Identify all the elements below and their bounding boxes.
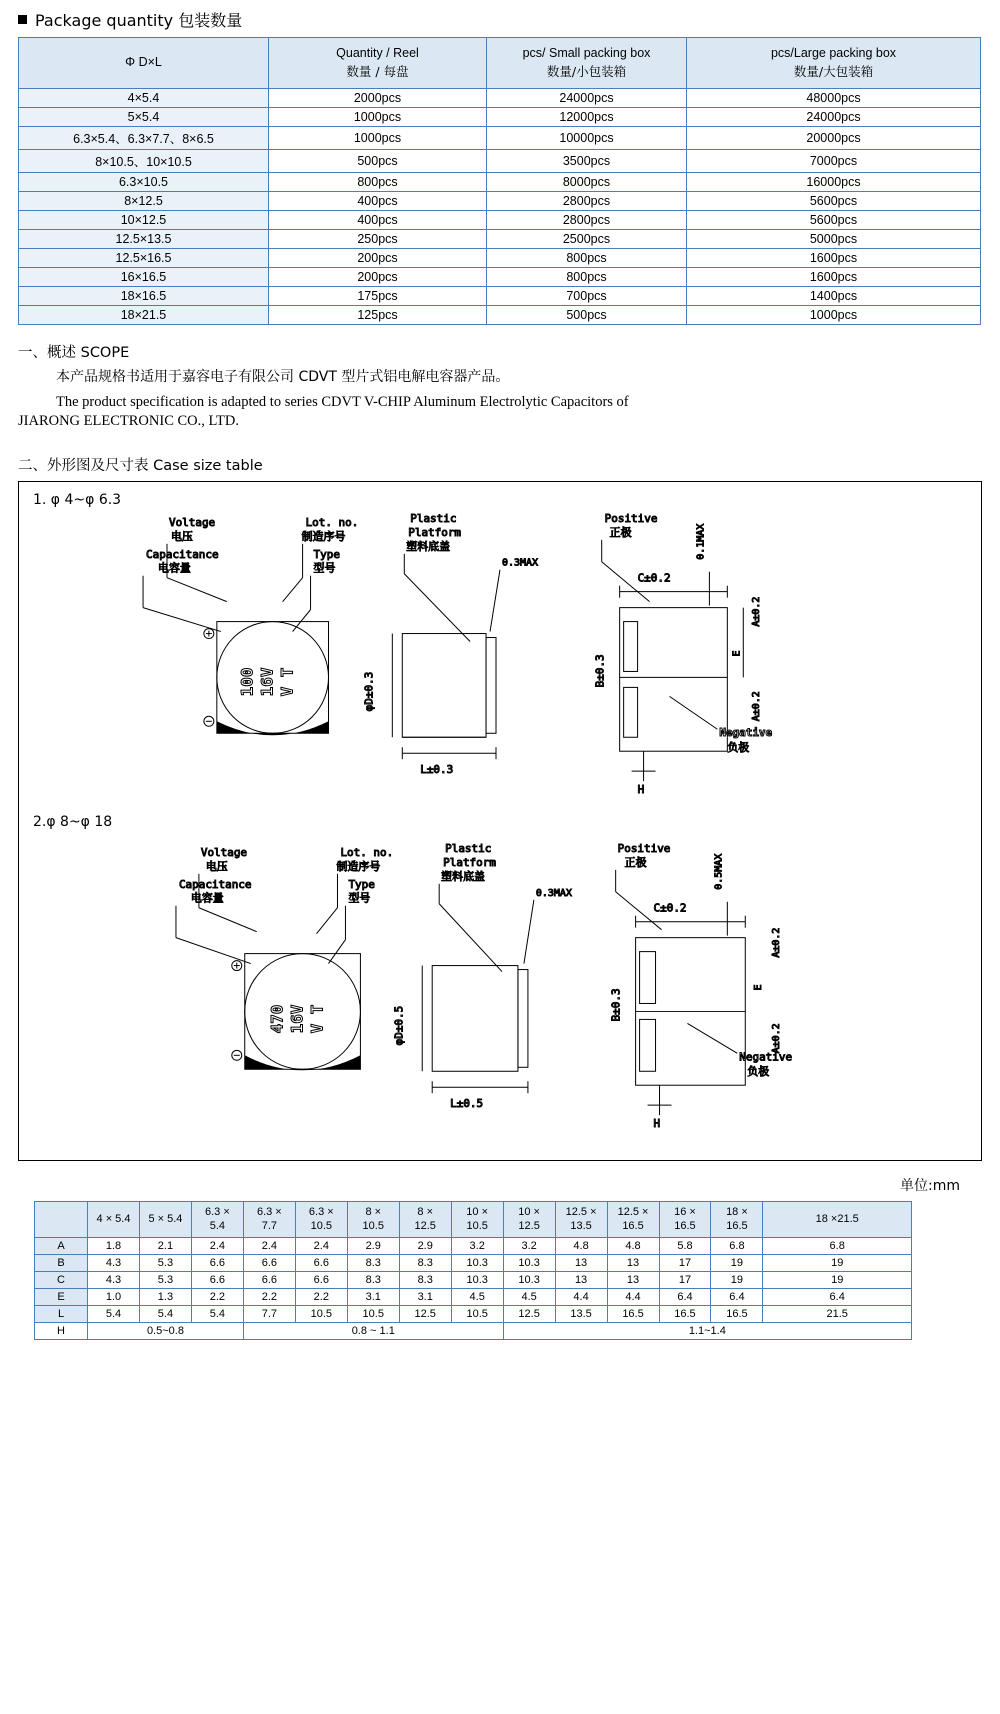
table-cell: 5.4	[88, 1306, 140, 1323]
size-h-group: 0.8 ~ 1.1	[243, 1323, 503, 1340]
table-cell: 2800pcs	[487, 191, 687, 210]
table-cell: 16.5	[607, 1306, 659, 1323]
size-col-header: 8 × 10.5	[347, 1201, 399, 1238]
svg-text:Lot. no.: Lot. no.	[340, 845, 394, 859]
svg-text:Negative: Negative	[739, 1049, 793, 1063]
scope-english-line1: The product specification is adapted to series CDVT V-CHIP Aluminum Electrolytic Capacitors of	[56, 393, 629, 410]
svg-text:Lot. no.: Lot. no.	[305, 515, 359, 529]
table-cell: 2.4	[191, 1238, 243, 1255]
svg-text:负极: 负极	[727, 740, 750, 754]
size-col-header: 18 × 16.5	[711, 1201, 763, 1238]
table-cell: 16000pcs	[687, 172, 981, 191]
table-row	[35, 1255, 912, 1272]
table-cell: 1600pcs	[687, 248, 981, 267]
table-cell: 12.5	[503, 1306, 555, 1323]
table-cell: 6.4	[659, 1289, 711, 1306]
svg-text:Capacitance: Capacitance	[178, 877, 252, 891]
table-cell: 48000pcs	[687, 88, 981, 107]
table-cell: 125pcs	[269, 305, 487, 324]
svg-text:电压: 电压	[170, 529, 193, 543]
table-row-h	[35, 1323, 912, 1340]
table-cell: 24000pcs	[687, 107, 981, 126]
table-cell: 4.3	[88, 1255, 140, 1272]
table-cell: 6.3×10.5	[19, 172, 269, 191]
table-cell: 18×21.5	[19, 305, 269, 324]
svg-text:Type: Type	[313, 547, 340, 561]
table-cell: 19	[711, 1255, 763, 1272]
table-cell: 6.3×5.4、6.3×7.7、8×6.5	[19, 126, 269, 149]
table-cell: 4.3	[88, 1272, 140, 1289]
table-cell: 10.5	[451, 1306, 503, 1323]
table-row	[19, 126, 981, 149]
table-row	[35, 1272, 912, 1289]
size-table-header-row	[35, 1201, 912, 1238]
figure2-drawing	[19, 482, 981, 1160]
table-cell: 6.6	[191, 1255, 243, 1272]
svg-text:16V: 16V	[287, 1004, 307, 1033]
table-cell: 6.6	[243, 1255, 295, 1272]
table-cell: 18×16.5	[19, 286, 269, 305]
svg-text:L±0.5: L±0.5	[450, 1096, 484, 1110]
col-header-size: Φ D×L	[19, 38, 269, 89]
svg-text:电容量: 电容量	[158, 561, 191, 575]
svg-text:负极: 负极	[747, 1064, 770, 1078]
table-cell: 1400pcs	[687, 286, 981, 305]
col-header-large-box: pcs/Large packing box 数量/大包装箱	[687, 38, 981, 89]
svg-text:塑料底盖: 塑料底盖	[406, 539, 451, 553]
table-cell: 12.5×16.5	[19, 248, 269, 267]
size-col-header: 16 × 16.5	[659, 1201, 711, 1238]
svg-text:电容量: 电容量	[190, 891, 224, 905]
scope-english-line2: JIARONG ELECTRONIC CO., LTD.	[18, 412, 239, 429]
table-cell: 2.4	[295, 1238, 347, 1255]
svg-text:Positive: Positive	[604, 511, 658, 525]
svg-text:Capacitance: Capacitance	[146, 547, 219, 561]
table-cell: 2.9	[347, 1238, 399, 1255]
case-size-table	[34, 1201, 912, 1341]
svg-text:E: E	[753, 983, 765, 990]
table-cell: 7000pcs	[687, 149, 981, 172]
table-cell: 2.2	[295, 1289, 347, 1306]
table-cell: 700pcs	[487, 286, 687, 305]
table-cell: 1.8	[88, 1238, 140, 1255]
table-row	[19, 248, 981, 267]
svg-text:制造序号: 制造序号	[301, 529, 346, 543]
svg-text:0.5MAX: 0.5MAX	[713, 853, 725, 890]
table-cell: 800pcs	[487, 248, 687, 267]
size-col-header: 6.3 × 7.7	[243, 1201, 295, 1238]
svg-text:塑料底盖: 塑料底盖	[441, 869, 486, 883]
table-row	[35, 1306, 912, 1323]
table-cell: 4.8	[607, 1238, 659, 1255]
table-cell: 2500pcs	[487, 229, 687, 248]
svg-text:L±0.3: L±0.3	[420, 762, 454, 776]
size-row-label: B	[35, 1255, 88, 1272]
table-cell: 6.6	[191, 1272, 243, 1289]
table-cell: 1.3	[139, 1289, 191, 1306]
table-cell: 6.4	[763, 1289, 912, 1306]
table-cell: 2000pcs	[269, 88, 487, 107]
table-cell: 8.3	[347, 1255, 399, 1272]
table-cell: 5600pcs	[687, 210, 981, 229]
size-row-label: E	[35, 1289, 88, 1306]
table-cell: 3.2	[451, 1238, 503, 1255]
size-col-header: 12.5 × 13.5	[555, 1201, 607, 1238]
table-cell: 19	[763, 1272, 912, 1289]
table-cell: 1000pcs	[269, 126, 487, 149]
table-header-row	[19, 38, 981, 89]
table-cell: 19	[711, 1272, 763, 1289]
svg-text:Type: Type	[348, 877, 375, 891]
table-cell: 3.2	[503, 1238, 555, 1255]
package-quantity-title: Package quantity 包装数量	[35, 11, 243, 30]
table-cell: 1600pcs	[687, 267, 981, 286]
table-cell: 6.6	[243, 1272, 295, 1289]
table-cell: 4×5.4	[19, 88, 269, 107]
table-row	[19, 305, 981, 324]
table-cell: 4.5	[451, 1289, 503, 1306]
table-cell: 12.5	[399, 1306, 451, 1323]
svg-text:Voltage: Voltage	[168, 515, 216, 529]
table-cell: 800pcs	[487, 267, 687, 286]
svg-text:470: 470	[267, 1004, 287, 1033]
table-cell: 250pcs	[269, 229, 487, 248]
svg-text:C±0.2: C±0.2	[637, 571, 671, 585]
table-cell: 16×16.5	[19, 267, 269, 286]
size-col-header: 10 × 12.5	[503, 1201, 555, 1238]
table-row	[19, 229, 981, 248]
svg-text:0.1MAX: 0.1MAX	[695, 523, 707, 560]
table-cell: 1000pcs	[269, 107, 487, 126]
table-cell: 4.5	[503, 1289, 555, 1306]
table-cell: 2.4	[243, 1238, 295, 1255]
svg-text:φD±0.3: φD±0.3	[362, 671, 376, 711]
svg-text:A±0.2: A±0.2	[751, 690, 763, 721]
case-drawing-box	[18, 481, 982, 1161]
svg-text:制造序号: 制造序号	[336, 859, 381, 873]
table-cell: 16.5	[659, 1306, 711, 1323]
svg-text:φD±0.5: φD±0.5	[392, 1005, 406, 1045]
table-cell: 4.8	[555, 1238, 607, 1255]
package-quantity-heading	[0, 0, 1000, 37]
size-col-header: 6.3 × 5.4	[191, 1201, 243, 1238]
svg-text:E: E	[731, 649, 743, 656]
table-cell: 3500pcs	[487, 149, 687, 172]
table-row	[19, 286, 981, 305]
table-cell: 13.5	[555, 1306, 607, 1323]
table-cell: 13	[607, 1272, 659, 1289]
size-col-header: 10 × 10.5	[451, 1201, 503, 1238]
table-cell: 10×12.5	[19, 210, 269, 229]
table-cell: 6.4	[711, 1289, 763, 1306]
table-row	[19, 88, 981, 107]
table-cell: 21.5	[763, 1306, 912, 1323]
size-row-label: C	[35, 1272, 88, 1289]
size-row-label: L	[35, 1306, 88, 1323]
svg-text:Platform: Platform	[408, 525, 462, 539]
svg-text:16V: 16V	[257, 667, 277, 696]
svg-text:电压: 电压	[205, 859, 228, 873]
table-cell: 8.3	[399, 1272, 451, 1289]
svg-text:H: H	[637, 782, 645, 796]
svg-text:正极: 正极	[609, 525, 632, 539]
bullet-square-icon	[18, 15, 27, 24]
table-cell: 500pcs	[269, 149, 487, 172]
svg-text:A±0.2: A±0.2	[771, 927, 783, 958]
table-cell: 4.4	[555, 1289, 607, 1306]
svg-text:100: 100	[237, 667, 257, 696]
table-cell: 2800pcs	[487, 210, 687, 229]
svg-text:Negative: Negative	[719, 725, 773, 739]
size-col-header: 4 × 5.4	[88, 1201, 140, 1238]
table-cell: 2.2	[243, 1289, 295, 1306]
unit-note: 单位:mm	[900, 1177, 960, 1194]
table-cell: 6.8	[763, 1238, 912, 1255]
svg-text:正极: 正极	[624, 855, 647, 869]
figure1-label: 1. φ 4~φ 6.3	[33, 491, 122, 508]
svg-text:型号: 型号	[313, 561, 336, 575]
svg-text:Positive: Positive	[617, 841, 671, 855]
size-h-group: 0.5~0.8	[88, 1323, 244, 1340]
size-col-header: 5 × 5.4	[139, 1201, 191, 1238]
table-cell: 10000pcs	[487, 126, 687, 149]
table-cell: 3.1	[347, 1289, 399, 1306]
table-cell: 10.5	[347, 1306, 399, 1323]
table-row	[19, 107, 981, 126]
table-cell: 1000pcs	[687, 305, 981, 324]
table-cell: 200pcs	[269, 267, 487, 286]
table-cell: 24000pcs	[487, 88, 687, 107]
table-cell: 400pcs	[269, 210, 487, 229]
table-row	[35, 1289, 912, 1306]
svg-text:Platform: Platform	[443, 855, 496, 869]
svg-text:A±0.2: A±0.2	[771, 1022, 783, 1053]
svg-text:C±0.2: C±0.2	[653, 901, 687, 915]
table-cell: 10.3	[451, 1255, 503, 1272]
table-row	[19, 172, 981, 191]
table-cell: 6.8	[711, 1238, 763, 1255]
table-row	[35, 1238, 912, 1255]
table-cell: 5.8	[659, 1238, 711, 1255]
svg-text:B±0.3: B±0.3	[609, 987, 623, 1021]
table-cell: 5.3	[139, 1272, 191, 1289]
table-cell: 3.1	[399, 1289, 451, 1306]
table-cell: 8.3	[399, 1255, 451, 1272]
table-cell: 13	[555, 1272, 607, 1289]
svg-text:0.3MAX: 0.3MAX	[535, 887, 572, 899]
svg-text:A±0.2: A±0.2	[751, 596, 763, 627]
table-cell: 400pcs	[269, 191, 487, 210]
table-cell: 17	[659, 1255, 711, 1272]
table-cell: 8×12.5	[19, 191, 269, 210]
size-col-header: 18 ×21.5	[763, 1201, 912, 1238]
table-cell: 500pcs	[487, 305, 687, 324]
table-cell: 13	[607, 1255, 659, 1272]
package-quantity-table	[18, 37, 981, 325]
table-cell: 5×5.4	[19, 107, 269, 126]
table-cell: 8×10.5、10×10.5	[19, 149, 269, 172]
svg-text:Plastic: Plastic	[445, 841, 492, 855]
size-col-header: 8 × 12.5	[399, 1201, 451, 1238]
table-cell: 5000pcs	[687, 229, 981, 248]
table-cell: 2.1	[139, 1238, 191, 1255]
table-cell: 17	[659, 1272, 711, 1289]
table-cell: 12000pcs	[487, 107, 687, 126]
svg-text:V T: V T	[307, 1004, 327, 1033]
scope-chinese-text: 本产品规格书适用于嘉容电子有限公司 CDVT 型片式铝电解电容器产品。	[56, 368, 510, 385]
table-cell: 20000pcs	[687, 126, 981, 149]
table-cell: 800pcs	[269, 172, 487, 191]
table-cell: 8000pcs	[487, 172, 687, 191]
table-cell: 2.9	[399, 1238, 451, 1255]
table-cell: 1.0	[88, 1289, 140, 1306]
size-row-label: H	[35, 1323, 88, 1340]
scope-section-title: 一、概述 SCOPE	[18, 344, 130, 361]
table-cell: 10.3	[503, 1272, 555, 1289]
table-cell: 5600pcs	[687, 191, 981, 210]
svg-text:B±0.3: B±0.3	[593, 653, 607, 687]
size-row-label: A	[35, 1238, 88, 1255]
table-cell: 16.5	[711, 1306, 763, 1323]
table-cell: 7.7	[243, 1306, 295, 1323]
svg-text:V T: V T	[277, 667, 297, 696]
table-cell: 10.3	[503, 1255, 555, 1272]
table-row	[19, 267, 981, 286]
size-col-header-blank	[35, 1201, 88, 1238]
svg-text:Plastic: Plastic	[410, 511, 457, 525]
col-header-small-box: pcs/ Small packing box 数量/小包装箱	[487, 38, 687, 89]
svg-text:Voltage: Voltage	[200, 845, 248, 859]
table-row	[19, 191, 981, 210]
svg-text:型号: 型号	[348, 891, 371, 905]
table-cell: 5.3	[139, 1255, 191, 1272]
table-cell: 5.4	[139, 1306, 191, 1323]
table-cell: 13	[555, 1255, 607, 1272]
table-cell: 6.6	[295, 1272, 347, 1289]
table-cell: 4.4	[607, 1289, 659, 1306]
size-h-group: 1.1~1.4	[503, 1323, 911, 1340]
table-cell: 12.5×13.5	[19, 229, 269, 248]
size-col-header: 12.5 × 16.5	[607, 1201, 659, 1238]
table-cell: 6.6	[295, 1255, 347, 1272]
size-col-header: 6.3 × 10.5	[295, 1201, 347, 1238]
figure2-label: 2.φ 8~φ 18	[33, 813, 113, 830]
table-cell: 19	[763, 1255, 912, 1272]
svg-text:0.3MAX: 0.3MAX	[501, 557, 539, 569]
svg-text:H: H	[653, 1116, 661, 1130]
table-cell: 175pcs	[269, 286, 487, 305]
table-row	[19, 210, 981, 229]
table-cell: 5.4	[191, 1306, 243, 1323]
case-section-title: 二、外形图及尺寸表 Case size table	[18, 457, 263, 474]
col-header-quantity-reel: Quantity / Reel 数量 / 每盘	[269, 38, 487, 89]
table-cell: 8.3	[347, 1272, 399, 1289]
table-cell: 200pcs	[269, 248, 487, 267]
table-row	[19, 149, 981, 172]
table-cell: 2.2	[191, 1289, 243, 1306]
table-cell: 10.3	[451, 1272, 503, 1289]
table-cell: 10.5	[295, 1306, 347, 1323]
